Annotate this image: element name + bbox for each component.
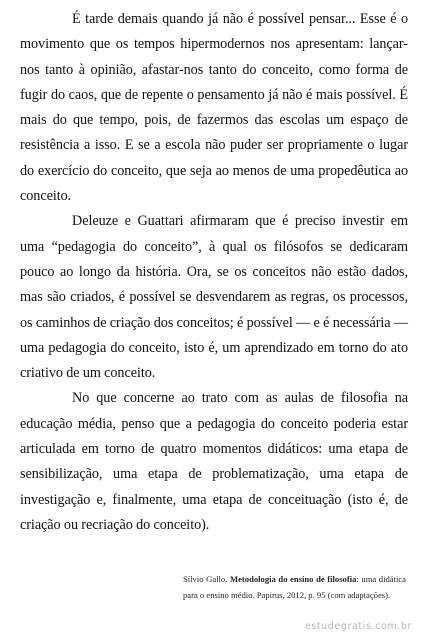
paragraph-3: No que concerne ao trato com as aulas de filosofia na educação média, penso que a pedagogia do conceito poderia estar articulada em torno de quatro momentos didáticos: uma etapa de sensibilização, uma etapa de problematização, uma etapa de investigação e, finalmente, uma etapa de conceituação (isto é, de criação ou recriação do conceito). [20, 390, 408, 533]
source-citation [183, 571, 406, 603]
citation-details: : uma didática para o ensino médio. Papirus, 2012, p. 95 (com adaptações). [183, 574, 406, 600]
paragraph-2: Deleuze e Guattari afirmaram que é preciso investir em uma “pedagogia do conceito”, à qual os filósofos se dedicaram pouco ao longo da história. Ora, se os conceitos não estão dados, mas são criados, é possível se desvendarem as regras, os processos, os caminhos de criação dos conceitos; é possível — e é necessária — uma pedagogia do conceito, isto é, um aprendizado em torno do ato criativo de um conceito. [20, 213, 408, 382]
citation-book-title: Metodologia do ensino de filosofia [229, 574, 357, 584]
citation-author: Sílvio Gallo. [183, 574, 228, 584]
paragraph-1: É tarde demais quando já não é possível pensar... Esse é o movimento que os tempos hipermodernos nos apresentam: lançar-nos tanto à opinião, afastar-nos tanto do conceito, como forma de fugir do caos, que de repente o pensamento já não é mais possível. É mais do que tempo, pois, de fazermos das escolas um espaço de resistência a isso. E se a escola não puder ser propriamente o lugar do exercício do conceito, que seja ao menos de uma propedêutica ao conceito. [20, 11, 408, 205]
site-watermark: estudegratis.com.br [304, 621, 412, 632]
text-body [20, 7, 408, 538]
